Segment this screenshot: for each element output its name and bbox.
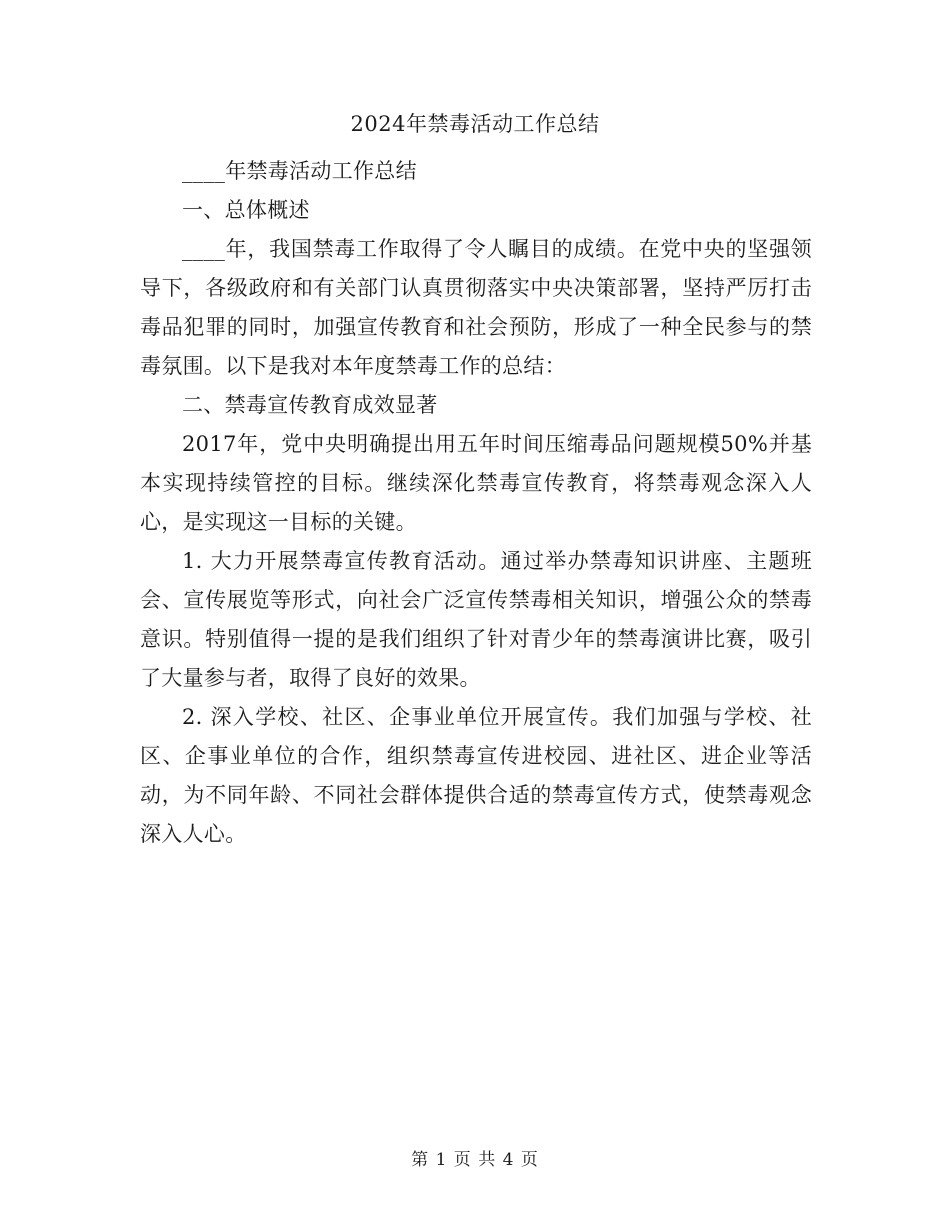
section-heading-education: 二、禁毒宣传教育成效显著	[182, 393, 438, 417]
subtitle-paragraph: ____年禁毒活动工作总结	[182, 159, 417, 183]
list-item-paragraph: 2. 深入学校、社区、企事业单位开展宣传。我们加强与学校、社区、企事业单位的合作，组织禁毒宣传进校园、进社区、进企业等活动，为不同年龄、不同社会群体提供合适的禁毒宣传方式，使禁毒观念深入人心。	[140, 705, 812, 846]
list-item-paragraph: 1. 大力开展禁毒宣传教育活动。通过举办禁毒知识讲座、主题班会、宣传展览等形式，向社会广泛宣传禁毒相关知识，增强公众的禁毒意识。特别值得一提的是我们组织了针对青少年的禁毒演讲比赛，吸引了大量参与者，取得了良好的效果。	[140, 549, 812, 690]
body-paragraph: 2017年，党中央明确提出用五年时间压缩毒品问题规模50%并基本实现持续管控的目标。继续深化禁毒宣传教育，将禁毒观念深入人心，是实现这一目标的关键。	[140, 432, 812, 534]
body-paragraph: ____年，我国禁毒工作取得了令人瞩目的成绩。在党中央的坚强领导下，各级政府和有关部门认真贯彻落实中央决策部署，坚持严厉打击毒品犯罪的同时，加强宣传教育和社会预防，形成了一种全民参与的禁毒氛围。以下是我对本年度禁毒工作的总结：	[140, 237, 812, 378]
document-title: 2024年禁毒活动工作总结	[350, 112, 600, 136]
document-body	[140, 152, 812, 854]
section-heading-overview: 一、总体概述	[182, 198, 310, 222]
page-number-footer: 第 1 页 共 4 页	[411, 1150, 539, 1170]
